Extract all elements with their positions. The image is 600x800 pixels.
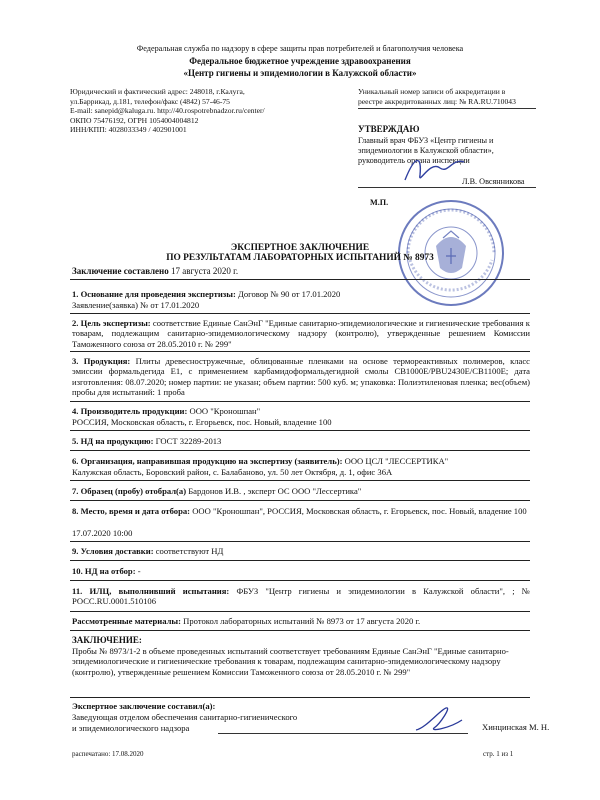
section-3-value: Плиты древесностружечные, облицованные пленками на основе термореактивных полимеров, класс эмиссии формальдегида Е1, с применением карбамидоформальдегидной смолы CB1000E/PBU2430E/CB1100E; дата изготовления: 08.07.2020; номер партии: не указан; объем партии: 500 куб. м; упаковка: Полиэтиленовая пленка; вес(объем) пробы для испытаний: 1 проба xyxy=(72,356,530,398)
page-number: стр. 1 из 1 xyxy=(483,750,514,758)
section-11 xyxy=(72,586,530,607)
doc-subtitle: ПО РЕЗУЛЬТАТАМ ЛАБОРАТОРНЫХ ИСПЫТАНИЙ № 8973 xyxy=(166,253,434,263)
accreditation-line: реестре аккредитованных лиц: № RA.RU.710043 xyxy=(358,96,516,106)
section-3 xyxy=(72,356,530,398)
section-3-label: 3. Продукция: xyxy=(72,356,131,366)
conclusion-text: Пробы № 8973/1-2 в объеме проведенных испытаний соответствует требованиям Единые СанЭнГ "Единые санитарно-эпидемиологические и гигиенические требования к товарам, подлежащим санитарно-эпидемиологическому надзору (контролю), утвержденные решением Комиссии Таможенного союза от 28.05.2010 г. № 299" xyxy=(72,646,509,677)
section-10-value: - xyxy=(137,566,141,576)
address-line: E-mail: sanepid@kaluga.ru. http://40.rospotrebnadzor.ru/center/ xyxy=(70,106,265,115)
section-7-label: 7. Образец (пробу) отобрал(а) xyxy=(72,486,187,496)
section-6-line2: Калужская область, Боровский район, с. Балабаново, ул. 50 лет Октября, д. 1, офис 36А xyxy=(72,467,393,477)
reviewed-materials xyxy=(72,616,530,626)
address-line: ул.Баррикад, д.181, телефон/факс (4842) 57-46-75 xyxy=(70,96,230,106)
accreditation-block xyxy=(358,87,538,106)
print-date: распечатано: 17.08.2020 xyxy=(72,750,144,758)
accreditation-line: Уникальный номер записи об аккредитации в xyxy=(358,87,506,96)
address-line: ОКПО 75476192, ОГРН 1054004004812 xyxy=(70,115,199,125)
org-type: Федеральное бюджетное учреждение здравоохранения xyxy=(189,56,411,66)
address-block xyxy=(70,87,330,135)
section-2-label: 2. Цель экспертизы: xyxy=(72,318,151,328)
reviewed-label: Рассмотренные материалы: xyxy=(72,616,181,626)
approver-name: Л.В. Овсянникова xyxy=(462,177,525,186)
section-6-label: 6. Организация, направившая продукцию на экспертизу (заявитель): xyxy=(72,456,343,466)
author-position-line1: Заведующая отделом обеспечения санитарно-гигиенического xyxy=(72,712,298,722)
author-title: Экспертное заключение составил(а): xyxy=(72,701,216,711)
section-4-value: ООО "Кроношпан" xyxy=(189,406,261,416)
section-8-line2: 17.07.2020 10:00 xyxy=(72,528,133,538)
section-11-value: ФБУЗ "Центр гигиены и эпидемиологии в Калужской области", ; № РОСС.RU.0001.510106 xyxy=(72,586,530,607)
author-name: Хинцинская М. Н. xyxy=(482,722,550,732)
section-5-label: 5. НД на продукцию: xyxy=(72,436,154,446)
section-9 xyxy=(72,546,530,556)
section-5-value: ГОСТ 32289-2013 xyxy=(155,436,222,446)
section-1-value: Договор № 90 от 17.01.2020 xyxy=(237,289,341,299)
section-8-value: ООО "Кроношпан", РОССИЯ, Московская область, г. Егорьевск, пос. Новый, владение 100 xyxy=(192,506,527,516)
author-signature-icon xyxy=(410,702,468,736)
section-11-label: 11. ИЛЦ, выполнивший испытания: xyxy=(72,586,230,596)
section-7 xyxy=(72,486,530,496)
author-position-line2: и эпидемиологического надзора xyxy=(72,723,190,733)
section-2-value: соответствие Единые СанЭнГ "Единые санитарно-эпидемиологические и гигиенические требования к товарам, подлежащим санитарно-эпидемиологическому надзору (контролю), утвержденные решением Комиссии Таможенного союза от 28.05.2010 г. № 299" xyxy=(72,318,530,349)
section-4-line2: РОССИЯ, Московская область, г. Егорьевск, пос. Новый, владение 100 xyxy=(72,417,332,427)
doc-title: ЭКСПЕРТНОЕ ЗАКЛЮЧЕНИЕ xyxy=(230,243,370,253)
section-6 xyxy=(72,456,530,466)
org-name: «Центр гигиены и эпидемиологии в Калужской области» xyxy=(183,68,417,78)
address-line: Юридический и фактический адрес: 248018, г.Калуга, xyxy=(70,87,245,96)
doc-date-label: Заключение составлено xyxy=(72,266,169,276)
address-line: ИНН/КПП: 4028033349 / 402901001 xyxy=(70,125,187,134)
approve-line: Главный врач ФБУЗ «Центр гигиены и xyxy=(358,136,494,145)
section-4-label: 4. Производитель продукции: xyxy=(72,406,188,416)
section-9-label: 9. Условия доставки: xyxy=(72,546,154,556)
section-7-value: Бардонов И.В. , эксперт ОС ООО "Лессертика" xyxy=(188,486,362,496)
section-2 xyxy=(72,318,530,349)
section-10 xyxy=(72,566,530,576)
conclusion-title: ЗАКЛЮЧЕНИЕ: xyxy=(72,635,142,645)
approve-line: руководитель органа инспекции xyxy=(358,156,470,165)
section-1 xyxy=(72,289,530,299)
approver-signature-icon xyxy=(400,150,470,190)
section-10-label: 10. НД на отбор: xyxy=(72,566,136,576)
section-9-value: соответствуют НД xyxy=(155,546,224,556)
section-4 xyxy=(72,406,530,416)
reviewed-value: Протокол лабораторных испытаний № 8973 от 17 августа 2020 г. xyxy=(183,616,421,626)
stamp-place-label: М.П. xyxy=(370,198,389,207)
section-6-value: ООО ЦСЛ "ЛЕССЕРТИКА" xyxy=(344,456,449,466)
section-8 xyxy=(72,506,530,516)
section-1-line2: Заявление(заявка) № от 17.01.2020 xyxy=(72,300,200,310)
approve-line: эпидемиологии в Калужской области», xyxy=(358,146,494,155)
doc-date-row xyxy=(72,266,238,277)
doc-date-value: 17 августа 2020 г. xyxy=(170,266,239,276)
section-8-label: 8. Место, время и дата отбора: xyxy=(72,506,191,516)
section-1-label: 1. Основание для проведения экспертизы: xyxy=(72,289,236,299)
section-5 xyxy=(72,436,530,446)
agency-name: Федеральная служба по надзору в сфере защиты прав потребителей и благополучия человека xyxy=(136,44,464,53)
approve-title: УТВЕРЖДАЮ xyxy=(358,124,420,134)
